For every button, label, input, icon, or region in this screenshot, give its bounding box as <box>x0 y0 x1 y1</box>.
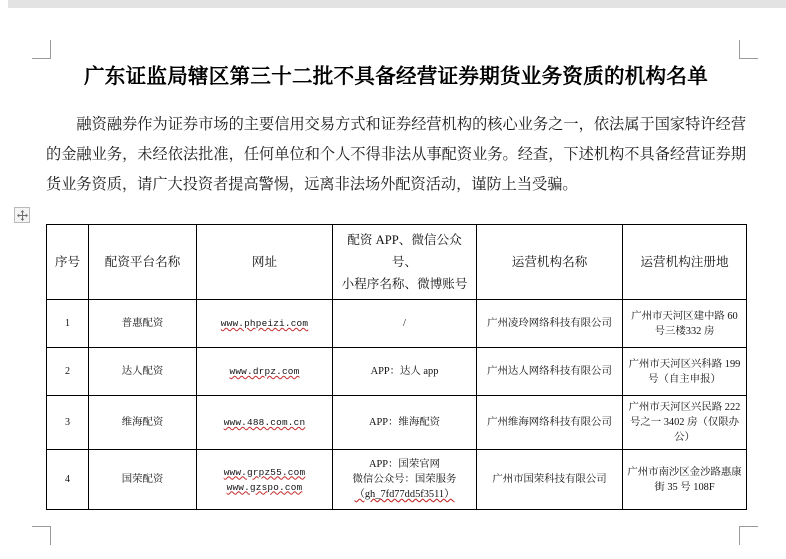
cell-url[interactable] <box>197 396 333 450</box>
column-header-operator: 运营机构名称 <box>477 225 623 300</box>
column-header-url: 网址 <box>197 225 333 300</box>
column-header-app-line2: 小程序名称、微博账号 <box>341 277 468 291</box>
intro-paragraph: 融资融券作为证券市场的主要信用交易方式和证券经营机构的核心业务之一，依法属于国家特许经营的金融业务，未经依法批准，任何单位和个人不得非法从事配资业务。经查，下述机构不具备经营证券期货业务资质，请广大投资者提高警惕，远离非法场外配资活动，谨防上当受骗。 <box>46 116 746 193</box>
app-account-text: 微信公众号：国荣服务 <box>352 474 457 485</box>
cell-url[interactable] <box>197 300 333 348</box>
table-header <box>47 225 747 300</box>
table-row <box>47 348 747 396</box>
cell-registered-address: 广州市天河区兴科路 199 号（自主申报） <box>623 348 747 396</box>
cell-operator-name: 广州凌玲网络科技有限公司 <box>477 300 623 348</box>
column-header-address: 运营机构注册地 <box>623 225 747 300</box>
url-text[interactable]: www.grpz55.com <box>223 466 306 478</box>
app-account-text: APP：达人 app <box>370 366 439 377</box>
app-account-text: APP：国荣官网 <box>368 459 440 470</box>
cell-app-account <box>333 396 477 450</box>
url-text[interactable]: www.phpeizi.com <box>220 318 309 329</box>
cell-platform-name: 国荣配资 <box>89 450 197 510</box>
cell-operator-name: 广州维海网络科技有限公司 <box>477 396 623 450</box>
table-row <box>47 396 747 450</box>
cell-url[interactable] <box>197 450 333 510</box>
table-container <box>46 224 746 510</box>
url-text[interactable]: www.488.com.cn <box>223 417 306 428</box>
table-body <box>47 300 747 510</box>
table-row <box>47 300 747 348</box>
column-header-platform: 配资平台名称 <box>89 225 197 300</box>
margin-crop-mark-bottom-right <box>739 526 758 545</box>
column-header-app-line1: 配资 APP、微信公众号、 <box>347 233 462 269</box>
cell-registered-address: 广州市南沙区金沙路惠康街 35 号 108F <box>623 450 747 510</box>
table-row <box>47 450 747 510</box>
cell-operator-name: 广州市国荣科技有限公司 <box>477 450 623 510</box>
cell-app-account <box>333 450 477 510</box>
url-text[interactable]: www.gzspo.com <box>226 481 303 493</box>
cell-index: 2 <box>47 348 89 396</box>
app-account-text: APP：维海配资 <box>368 417 440 428</box>
cell-url[interactable] <box>197 348 333 396</box>
page-title: 广东证监局辖区第三十二批不具备经营证券期货业务资质的机构名单 <box>84 66 708 88</box>
document-body <box>46 46 746 510</box>
cell-platform-name: 达人配资 <box>89 348 197 396</box>
cell-operator-name: 广州达人网络科技有限公司 <box>477 348 623 396</box>
url-text[interactable]: www.drpz.com <box>229 366 300 377</box>
column-header-index: 序号 <box>47 225 89 300</box>
margin-crop-mark-bottom-left <box>32 526 51 545</box>
table-header-row <box>47 225 747 300</box>
cell-registered-address: 广州市天河区兴民路 222 号之一 3402 房（仅限办公） <box>623 396 747 450</box>
institutions-table <box>46 224 747 510</box>
cell-index: 1 <box>47 300 89 348</box>
page-shadow-top <box>0 0 786 8</box>
app-account-text: （gh_7fd77dd5f3511） <box>354 489 455 500</box>
cell-platform-name: 普惠配资 <box>89 300 197 348</box>
cell-platform-name: 维海配资 <box>89 396 197 450</box>
app-account-text: / <box>403 318 406 329</box>
column-header-app <box>333 225 477 300</box>
cell-index: 3 <box>47 396 89 450</box>
document-page <box>8 8 778 559</box>
cell-app-account <box>333 348 477 396</box>
page-shadow-left <box>0 0 8 559</box>
table-move-handle-icon[interactable] <box>14 207 30 223</box>
cell-index: 4 <box>47 450 89 510</box>
cell-app-account <box>333 300 477 348</box>
cell-registered-address: 广州市天河区建中路 60 号三楼332 房 <box>623 300 747 348</box>
